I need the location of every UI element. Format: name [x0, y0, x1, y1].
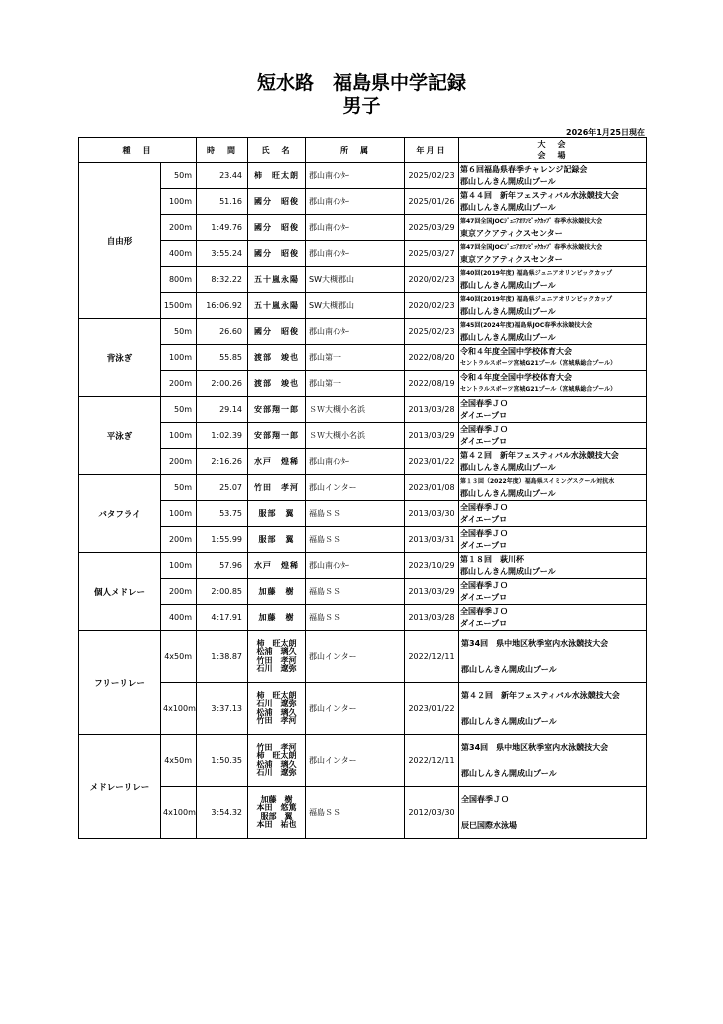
table-row: [79, 215, 647, 241]
table-row: [79, 475, 647, 501]
affiliation: 福島ＳＳ: [306, 605, 405, 631]
header-name: 氏 名: [248, 138, 306, 163]
record-time: 26.60: [197, 319, 248, 345]
relay-row: [79, 631, 647, 683]
distance: 800m: [161, 267, 197, 293]
record-time: 3:55.24: [197, 241, 248, 267]
event-name: 自由形: [79, 163, 161, 319]
meet-name: 第６回福島県春季チャレンジ記録会: [460, 164, 588, 174]
table-row: [79, 579, 647, 605]
meet-gap: [461, 650, 644, 664]
meet-name: 令和４年度全国中学校体育大会: [460, 346, 572, 356]
affiliation: 福島ＳＳ: [306, 501, 405, 527]
venue-name: 郡山しんきん開成山プール: [460, 202, 556, 212]
meet-venue-cell: [459, 553, 647, 579]
record-date: 2025/03/27: [405, 241, 459, 267]
distance: 1500m: [161, 293, 197, 319]
venue-name: 郡山しんきん開成山プール: [460, 462, 556, 472]
table-row: [79, 319, 647, 345]
table-row: [79, 163, 647, 189]
swimmer-name: 水戸 煌稀: [248, 553, 306, 579]
meet-venue-cell: [459, 475, 647, 501]
distance: 100m: [161, 501, 197, 527]
record-date: 2023/01/22: [405, 683, 459, 735]
venue-name: 郡山しんきん開成山プール: [460, 306, 556, 316]
relay-event-name: フリーリレー: [79, 631, 161, 735]
record-time: 4:17.91: [197, 605, 248, 631]
venue-name: ダイエープロ: [460, 540, 508, 550]
record-date: 2022/12/11: [405, 735, 459, 787]
affiliation: 郡山南ｲﾝﾀｰ: [306, 215, 405, 241]
swimmer-name: 竹田 孝河: [248, 475, 306, 501]
distance: 200m: [161, 579, 197, 605]
table-row: [79, 527, 647, 553]
record-time: 51.16: [197, 189, 248, 215]
record-date: 2023/10/29: [405, 553, 459, 579]
relay-swimmer: 柿 旺太朗: [256, 751, 297, 760]
meet-venue-cell: [459, 579, 647, 605]
record-date: 2020/02/23: [405, 293, 459, 319]
affiliation: 郡山南ｲﾝﾀｰ: [306, 189, 405, 215]
distance: 4x50m: [161, 735, 197, 787]
records-table: [78, 137, 647, 839]
meet-venue-cell: [459, 345, 647, 371]
swimmer-name: 服部 翼: [248, 527, 306, 553]
header-row: [79, 138, 647, 163]
meet-gap: [461, 806, 644, 820]
page-title: 短水路 福島県中学記録: [256, 72, 466, 94]
distance: 200m: [161, 527, 197, 553]
table-row: [79, 189, 647, 215]
header-time: 時 間: [197, 138, 248, 163]
event-name: 平泳ぎ: [79, 397, 161, 475]
venue-name: ダイエープロ: [460, 410, 508, 420]
distance: 200m: [161, 215, 197, 241]
relay-event-name: メドレーリレー: [79, 735, 161, 839]
table-row: [79, 423, 647, 449]
venue-name: 辰巳国際水泳場: [461, 820, 517, 830]
record-time: 1:49.76: [197, 215, 248, 241]
record-date: 2025/03/29: [405, 215, 459, 241]
affiliation: 郡山第一: [306, 345, 405, 371]
relay-swimmer: 本田 祐也: [256, 820, 297, 829]
swimmer-name: 渡部 竣也: [248, 345, 306, 371]
table-row: [79, 345, 647, 371]
record-time: 25.07: [197, 475, 248, 501]
table-row: [79, 397, 647, 423]
relay-swimmer: 松浦 璃久: [256, 707, 297, 717]
record-date: 2013/03/29: [405, 423, 459, 449]
page-subtitle: 男子: [342, 95, 381, 117]
relay-swimmer: 松浦 璃久: [256, 647, 297, 656]
swimmer-name: 加藤 樹: [248, 605, 306, 631]
distance: 4x100m: [161, 787, 197, 839]
swimmer-name: 加藤 樹: [248, 579, 306, 605]
swimmer-name: 安部翔一郎: [248, 423, 306, 449]
meet-name: 第45回(2024年度)福島県JOC春季水泳競技大会: [460, 321, 593, 329]
relay-row: [79, 735, 647, 787]
record-time: 1:50.35: [197, 735, 248, 787]
event-name: 背泳ぎ: [79, 319, 161, 397]
venue-name: ダイエープロ: [460, 514, 508, 524]
meet-venue-cell: [459, 397, 647, 423]
relay-row: [79, 683, 647, 735]
affiliation: 郡山インター: [306, 735, 405, 787]
swimmer-name: 國分 昭俊: [248, 319, 306, 345]
relay-swimmer: 竹田 孝河: [256, 742, 297, 752]
header-date: 年月日: [405, 138, 459, 163]
affiliation: 福島ＳＳ: [306, 527, 405, 553]
meet-venue-cell: [459, 501, 647, 527]
meet-venue-cell: [459, 293, 647, 319]
distance: 400m: [161, 605, 197, 631]
meet-name: 第40回(2019年度) 福島県ジュニアオリンピックカップ: [460, 295, 613, 303]
record-date: 2013/03/31: [405, 527, 459, 553]
affiliation: ＳＷ大槻小名浜: [306, 397, 405, 423]
swimmer-name: 服部 翼: [248, 501, 306, 527]
affiliation: 郡山インター: [306, 631, 405, 683]
header-affiliation: 所 属: [306, 138, 405, 163]
header-meet-line2: 会 場: [537, 151, 568, 160]
record-time: 55.85: [197, 345, 248, 371]
relay-swimmer: 松浦 璃久: [256, 759, 297, 769]
distance: 100m: [161, 189, 197, 215]
record-time: 2:00.26: [197, 371, 248, 397]
meet-venue-cell: [459, 787, 647, 839]
venue-name: 郡山しんきん開成山プール: [460, 280, 556, 290]
affiliation: 郡山インター: [306, 475, 405, 501]
swimmer-name: 安部翔一郎: [248, 397, 306, 423]
distance: 50m: [161, 163, 197, 189]
swimmer-name: 五十嵐永陽: [248, 293, 306, 319]
record-date: 2013/03/30: [405, 501, 459, 527]
record-date: 2022/08/20: [405, 345, 459, 371]
affiliation: 福島ＳＳ: [306, 787, 405, 839]
record-time: 53.75: [197, 501, 248, 527]
record-time: 8:32.22: [197, 267, 248, 293]
header-meet-line1: 大 会: [537, 140, 568, 149]
venue-name: ダイエープロ: [460, 436, 508, 446]
distance: 400m: [161, 241, 197, 267]
affiliation: 郡山第一: [306, 371, 405, 397]
meet-venue-cell: [459, 449, 647, 475]
meet-name: 全国春季ＪＯ: [460, 502, 508, 512]
meet-name: 第４２回 新年フェスティバル水泳競技大会: [461, 690, 620, 700]
venue-name: 郡山しんきん開成山プール: [461, 664, 557, 674]
meet-name: 全国春季ＪＯ: [460, 528, 508, 538]
record-time: 3:54.32: [197, 787, 248, 839]
venue-name: 郡山しんきん開成山プール: [460, 332, 556, 342]
table-row: [79, 605, 647, 631]
event-name: 個人メドレー: [79, 553, 161, 631]
meet-venue-cell: [459, 215, 647, 241]
meet-name: 第４４回 新年フェスティバル水泳競技大会: [460, 190, 619, 200]
venue-name: セントラルスポーツ宮城G21プール（宮城県総合プール）: [460, 385, 617, 393]
record-date: 2023/01/22: [405, 449, 459, 475]
venue-name: ダイエープロ: [460, 592, 508, 602]
meet-venue-cell: [459, 241, 647, 267]
meet-name: 第１８回 萩川杯: [460, 554, 524, 564]
affiliation: 郡山南ｲﾝﾀｰ: [306, 553, 405, 579]
relay-swimmer: 本田 悠篤: [256, 803, 297, 812]
distance: 100m: [161, 345, 197, 371]
meet-venue-cell: [459, 371, 647, 397]
affiliation: SW大槻郡山: [306, 267, 405, 293]
swimmer-name: 五十嵐永陽: [248, 267, 306, 293]
venue-name: 郡山しんきん開成山プール: [460, 566, 556, 576]
event-name: バタフライ: [79, 475, 161, 553]
swimmer-name: 水戸 煌稀: [248, 449, 306, 475]
record-date: 2020/02/23: [405, 267, 459, 293]
venue-name: 東京アクアティクスセンター: [460, 228, 563, 238]
meet-name: 第１３回（2022年度）福島県スイミングスクール対抗水: [460, 477, 615, 485]
relay-swimmer: 石川 遼弥: [256, 699, 297, 708]
swimmer-name: 柿 旺太朗: [248, 163, 306, 189]
record-date: 2022/08/19: [405, 371, 459, 397]
meet-name: 全国春季ＪＯ: [460, 424, 508, 434]
swimmer-name: 國分 昭俊: [248, 241, 306, 267]
relay-swimmers: [248, 631, 306, 683]
relay-swimmer: 服部 翼: [260, 811, 293, 821]
meet-name: 全国春季ＪＯ: [460, 606, 508, 616]
table-row: [79, 449, 647, 475]
swimmer-name: 國分 昭俊: [248, 215, 306, 241]
meet-venue-cell: [459, 163, 647, 189]
swimmer-name: 國分 昭俊: [248, 189, 306, 215]
record-date: 2025/02/23: [405, 163, 459, 189]
relay-swimmer: 柿 旺太朗: [256, 690, 297, 700]
table-row: [79, 267, 647, 293]
relay-swimmer: 加藤 樹: [260, 794, 293, 804]
distance: 200m: [161, 449, 197, 475]
affiliation: 郡山インター: [306, 683, 405, 735]
relay-swimmer: 柿 旺太朗: [256, 638, 297, 648]
record-date: 2025/01/26: [405, 189, 459, 215]
meet-name: 第47回全国JOCｼﾞｭﾆｱｵﾘﾝﾋﾟｯｸｶｯﾌﾟ 春季水泳競技大会: [460, 217, 603, 225]
venue-name: ダイエープロ: [460, 618, 508, 628]
records-body: [79, 163, 647, 839]
record-date: 2023/01/08: [405, 475, 459, 501]
header-event: 種 目: [79, 138, 197, 163]
distance: 4x50m: [161, 631, 197, 683]
record-time: 29.14: [197, 397, 248, 423]
affiliation: 郡山南ｲﾝﾀｰ: [306, 241, 405, 267]
record-date: 2012/03/30: [405, 787, 459, 839]
table-row: [79, 553, 647, 579]
distance: 50m: [161, 319, 197, 345]
record-time: 2:16.26: [197, 449, 248, 475]
relay-row: [79, 787, 647, 839]
meet-venue-cell: [459, 683, 647, 735]
distance: 50m: [161, 475, 197, 501]
distance: 50m: [161, 397, 197, 423]
record-time: 3:37.13: [197, 683, 248, 735]
table-row: [79, 241, 647, 267]
meet-venue-cell: [459, 319, 647, 345]
relay-swimmer: 竹田 孝河: [256, 655, 297, 665]
record-time: 2:00.85: [197, 579, 248, 605]
meet-name: 令和４年度全国中学校体育大会: [460, 372, 572, 382]
meet-name: 全国春季ＪＯ: [460, 398, 508, 408]
record-date: 2013/03/28: [405, 397, 459, 423]
affiliation: 福島ＳＳ: [306, 579, 405, 605]
affiliation: 郡山南ｲﾝﾀｰ: [306, 163, 405, 189]
meet-gap: [461, 702, 644, 716]
affiliation: 郡山南ｲﾝﾀｰ: [306, 319, 405, 345]
meet-name: 全国春季ＪＯ: [461, 794, 509, 804]
venue-name: 郡山しんきん開成山プール: [460, 176, 556, 186]
relay-swimmers: [248, 735, 306, 787]
record-time: 1:38.87: [197, 631, 248, 683]
record-date: 2013/03/29: [405, 579, 459, 605]
record-time: 1:55.99: [197, 527, 248, 553]
venue-name: 郡山しんきん開成山プール: [460, 488, 556, 498]
venue-name: 東京アクアティクスセンター: [460, 254, 563, 264]
record-date: 2013/03/28: [405, 605, 459, 631]
meet-name: 第47回全国JOCｼﾞｭﾆｱｵﾘﾝﾋﾟｯｸｶｯﾌﾟ 春季水泳競技大会: [460, 243, 603, 251]
meet-name: 全国春季ＪＯ: [460, 580, 508, 590]
swimmer-name: 渡部 竣也: [248, 371, 306, 397]
meet-venue-cell: [459, 423, 647, 449]
distance: 200m: [161, 371, 197, 397]
affiliation: 郡山南ｲﾝﾀｰ: [306, 449, 405, 475]
venue-name: 郡山しんきん開成山プール: [461, 716, 557, 726]
record-time: 57.96: [197, 553, 248, 579]
meet-gap: [461, 754, 644, 768]
record-time: 23.44: [197, 163, 248, 189]
as-of-date: 2026年1月25日現在: [566, 128, 645, 137]
affiliation: SW大槻郡山: [306, 293, 405, 319]
relay-swimmer: 竹田 孝河: [256, 716, 297, 725]
record-time: 16:06.92: [197, 293, 248, 319]
meet-venue-cell: [459, 189, 647, 215]
venue-name: 郡山しんきん開成山プール: [461, 768, 557, 778]
meet-name: 第４２回 新年フェスティバル水泳競技大会: [460, 450, 619, 460]
table-row: [79, 293, 647, 319]
table-row: [79, 371, 647, 397]
record-date: 2025/02/23: [405, 319, 459, 345]
meet-venue-cell: [459, 631, 647, 683]
relay-swimmer: 石川 遼弥: [256, 664, 297, 673]
affiliation: ＳＷ大槻小名浜: [306, 423, 405, 449]
meet-name: 第34回 県中地区秋季室内水泳競技大会: [461, 742, 609, 752]
distance: 100m: [161, 423, 197, 449]
record-time: 1:02.39: [197, 423, 248, 449]
table-row: [79, 501, 647, 527]
meet-venue-cell: [459, 605, 647, 631]
header-meet: [459, 138, 647, 163]
record-date: 2022/12/11: [405, 631, 459, 683]
meet-venue-cell: [459, 527, 647, 553]
relay-swimmers: [248, 787, 306, 839]
meet-venue-cell: [459, 735, 647, 787]
meet-name: 第34回 県中地区秋季室内水泳競技大会: [461, 638, 609, 648]
relay-swimmers: [248, 683, 306, 735]
venue-name: セントラルスポーツ宮城G21プール（宮城県総合プール）: [460, 359, 617, 367]
relay-swimmer: 石川 遼弥: [256, 768, 297, 777]
meet-name: 第40回(2019年度) 福島県ジュニアオリンピックカップ: [460, 269, 613, 277]
distance: 4x100m: [161, 683, 197, 735]
distance: 100m: [161, 553, 197, 579]
meet-venue-cell: [459, 267, 647, 293]
